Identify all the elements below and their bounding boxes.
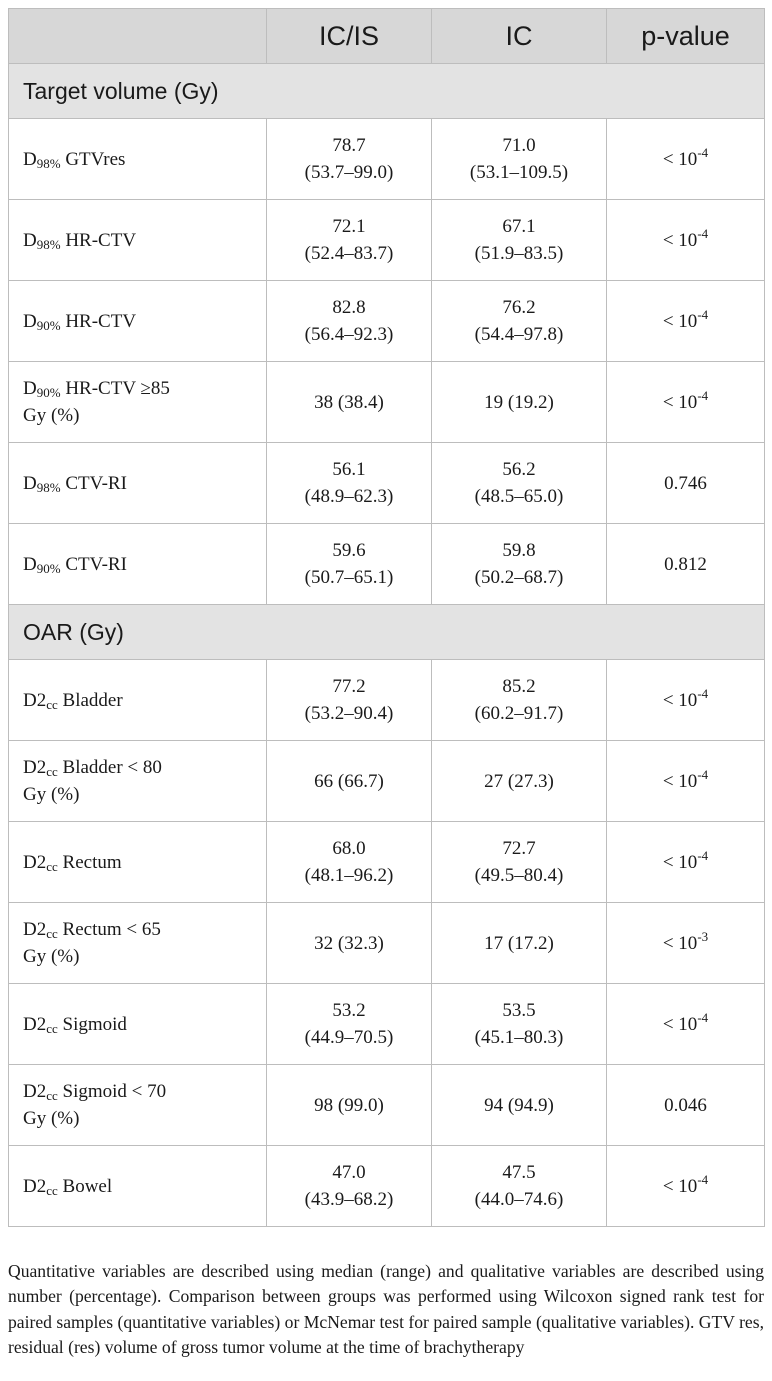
ic-is-median: 77.2 <box>332 676 366 697</box>
ic-range: (53.1–109.5) <box>469 162 569 183</box>
table-row <box>9 903 765 984</box>
ic-median: 85.2 <box>502 676 536 697</box>
ic-is-median: 78.7 <box>332 135 366 156</box>
row-label <box>9 281 267 362</box>
ic-value <box>432 903 607 984</box>
row-label <box>9 362 267 443</box>
label-prefix: D2 <box>23 919 47 940</box>
ic-median: 56.2 <box>502 459 536 480</box>
ic-is-median: 98 (99.0) <box>314 1094 384 1116</box>
table-row <box>9 200 765 281</box>
row-label-line <box>23 687 258 714</box>
label-line-2: Gy (%) <box>23 1108 80 1129</box>
label-suffix: Bowel <box>57 1175 113 1197</box>
row-label-line <box>23 308 258 335</box>
ic-median: 67.1 <box>502 216 536 237</box>
ic-is-range: (50.7–65.1) <box>304 567 394 588</box>
label-subscript: cc <box>46 1020 58 1036</box>
ic-median: 47.5 <box>502 1162 536 1183</box>
p-value-exponent: -4 <box>697 144 709 160</box>
p-value-base: 0.746 <box>664 472 707 494</box>
row-label-line <box>23 1173 258 1200</box>
label-prefix: D <box>23 229 37 251</box>
label-subscript: 90% <box>36 385 61 400</box>
table-body <box>9 64 765 1227</box>
label-suffix: HR-CTV ≥85 <box>60 378 170 399</box>
ic-value <box>432 119 607 200</box>
p-value-exponent: -4 <box>697 1171 709 1187</box>
row-label <box>9 200 267 281</box>
label-line-2: Gy (%) <box>23 946 80 967</box>
p-value <box>607 362 765 443</box>
p-value-base: < 10 <box>662 770 698 792</box>
section-title: Target volume (Gy) <box>9 64 765 119</box>
p-value-base: < 10 <box>662 689 698 711</box>
label-suffix: Rectum <box>57 851 122 873</box>
p-value-base: 0.046 <box>664 1094 707 1116</box>
label-prefix: D2 <box>23 851 47 873</box>
table-row <box>9 524 765 605</box>
row-label-line <box>23 470 258 497</box>
label-subscript: cc <box>46 696 58 712</box>
row-label <box>9 1065 267 1146</box>
p-value <box>607 903 765 984</box>
table-row <box>9 443 765 524</box>
label-prefix: D <box>23 310 37 332</box>
row-label-line <box>23 1011 258 1038</box>
ic-is-value <box>267 524 432 605</box>
row-label-line <box>23 551 258 578</box>
label-line-2: Gy (%) <box>23 784 80 805</box>
row-label-line <box>23 146 258 173</box>
p-value <box>607 443 765 524</box>
p-value <box>607 281 765 362</box>
ic-median: 53.5 <box>502 1000 536 1021</box>
row-label-line <box>23 849 258 876</box>
p-value-base: < 10 <box>662 229 698 251</box>
label-suffix: Sigmoid < 70 <box>57 1081 167 1102</box>
p-value-base: < 10 <box>662 148 698 170</box>
ic-is-value <box>267 741 432 822</box>
ic-is-value <box>267 281 432 362</box>
row-label <box>9 660 267 741</box>
ic-is-value <box>267 443 432 524</box>
p-value-exponent: -3 <box>697 928 709 944</box>
table-row <box>9 119 765 200</box>
p-value-base: < 10 <box>662 932 698 954</box>
p-value <box>607 119 765 200</box>
p-value-exponent: -4 <box>697 1009 709 1025</box>
label-subscript: cc <box>46 858 58 874</box>
header-ic: IC <box>432 9 607 64</box>
ic-value <box>432 741 607 822</box>
ic-value <box>432 1146 607 1227</box>
label-suffix: Sigmoid <box>57 1013 127 1035</box>
p-value-base: 0.812 <box>664 553 707 575</box>
ic-median: 72.7 <box>502 838 536 859</box>
ic-median: 76.2 <box>502 297 536 318</box>
p-value-exponent: -4 <box>697 306 709 322</box>
section-title: OAR (Gy) <box>9 605 765 660</box>
label-prefix: D <box>23 148 37 170</box>
p-value-base: < 10 <box>662 391 698 413</box>
ic-is-median: 59.6 <box>332 540 366 561</box>
header-row <box>9 9 765 64</box>
row-label-line <box>23 1078 258 1105</box>
ic-value <box>432 660 607 741</box>
ic-median: 17 (17.2) <box>484 932 554 954</box>
label-subscript: 98% <box>36 155 61 171</box>
label-subscript: cc <box>46 764 58 779</box>
ic-is-range: (56.4–92.3) <box>304 324 394 345</box>
header-parameter <box>9 9 267 64</box>
label-suffix: Rectum < 65 <box>57 919 161 940</box>
row-label <box>9 443 267 524</box>
label-line-2: Gy (%) <box>23 405 80 426</box>
row-label <box>9 119 267 200</box>
ic-is-range: (48.1–96.2) <box>304 865 394 886</box>
p-value-exponent: -4 <box>697 766 709 782</box>
ic-median: 94 (94.9) <box>484 1094 554 1116</box>
ic-value <box>432 524 607 605</box>
label-suffix: Bladder < 80 <box>57 757 162 778</box>
table-row <box>9 1146 765 1227</box>
row-label-line <box>23 916 258 943</box>
label-subscript: 90% <box>36 560 61 576</box>
table-row <box>9 984 765 1065</box>
ic-is-value <box>267 119 432 200</box>
header-ic-is: IC/IS <box>267 9 432 64</box>
ic-is-value <box>267 362 432 443</box>
ic-median: 71.0 <box>502 135 536 156</box>
row-label-line <box>23 375 258 402</box>
label-suffix: Bladder <box>57 689 123 711</box>
ic-is-value <box>267 903 432 984</box>
ic-is-median: 38 (38.4) <box>314 391 384 413</box>
ic-range: (45.1–80.3) <box>474 1027 564 1048</box>
label-suffix: CTV-RI <box>60 553 127 575</box>
table-footnote: Quantitative variables are described using median (range) and qualitative variables are described using number (percentage). Comparison between groups was performed using Wilcoxon signed rank test for paired samples (quantitative variables) or McNemar test for paired sample (qualitative variables). GTV res, residual (res) volume of gross tumor volume at the time of brachytherapy <box>8 1260 764 1358</box>
ic-median: 59.8 <box>502 540 536 561</box>
label-prefix: D2 <box>23 1175 47 1197</box>
table-row <box>9 741 765 822</box>
label-suffix: HR-CTV <box>60 229 137 251</box>
ic-is-range: (52.4–83.7) <box>304 243 394 264</box>
row-label <box>9 1146 267 1227</box>
ic-is-median: 32 (32.3) <box>314 932 384 954</box>
p-value <box>607 822 765 903</box>
ic-median: 27 (27.3) <box>484 770 554 792</box>
ic-is-median: 68.0 <box>332 838 366 859</box>
label-prefix: D2 <box>23 1013 47 1035</box>
p-value <box>607 1065 765 1146</box>
ic-value <box>432 1065 607 1146</box>
ic-median: 19 (19.2) <box>484 391 554 413</box>
ic-is-range: (53.7–99.0) <box>304 162 394 183</box>
ic-value <box>432 443 607 524</box>
label-prefix: D <box>23 472 37 494</box>
label-subscript: 90% <box>36 317 61 333</box>
ic-range: (60.2–91.7) <box>474 703 564 724</box>
section-header-row <box>9 64 765 119</box>
table-row <box>9 281 765 362</box>
ic-is-value <box>267 984 432 1065</box>
row-label <box>9 984 267 1065</box>
ic-is-value <box>267 822 432 903</box>
label-prefix: D2 <box>23 689 47 711</box>
ic-range: (44.0–74.6) <box>474 1189 564 1210</box>
label-subscript: 98% <box>36 479 61 495</box>
label-subscript: cc <box>46 1182 58 1198</box>
dose-comparison-table <box>8 8 765 1227</box>
label-subscript: 98% <box>36 236 61 252</box>
ic-is-median: 72.1 <box>332 216 366 237</box>
label-suffix: CTV-RI <box>60 472 127 494</box>
ic-is-median: 53.2 <box>332 1000 366 1021</box>
p-value <box>607 984 765 1065</box>
row-label <box>9 822 267 903</box>
row-label <box>9 903 267 984</box>
ic-is-median: 47.0 <box>332 1162 366 1183</box>
table-row <box>9 1065 765 1146</box>
ic-is-value <box>267 1146 432 1227</box>
p-value <box>607 660 765 741</box>
p-value <box>607 1146 765 1227</box>
p-value-base: < 10 <box>662 1013 698 1035</box>
section-header-row <box>9 605 765 660</box>
row-label-line <box>23 754 258 781</box>
label-subscript: cc <box>46 926 58 941</box>
table-row <box>9 660 765 741</box>
ic-is-value <box>267 1065 432 1146</box>
row-label-line <box>23 227 258 254</box>
p-value <box>607 200 765 281</box>
p-value-exponent: -4 <box>697 685 709 701</box>
p-value <box>607 741 765 822</box>
ic-is-range: (43.9–68.2) <box>304 1189 394 1210</box>
label-prefix: D2 <box>23 757 47 778</box>
table-header <box>9 9 765 64</box>
label-prefix: D <box>23 553 37 575</box>
p-value-base: < 10 <box>662 310 698 332</box>
row-label <box>9 741 267 822</box>
p-value <box>607 524 765 605</box>
p-value-exponent: -4 <box>697 387 709 403</box>
p-value-exponent: -4 <box>697 847 709 863</box>
ic-is-median: 82.8 <box>332 297 366 318</box>
ic-range: (48.5–65.0) <box>474 486 564 507</box>
ic-value <box>432 984 607 1065</box>
ic-is-range: (44.9–70.5) <box>304 1027 394 1048</box>
p-value-base: < 10 <box>662 1175 698 1197</box>
ic-is-range: (48.9–62.3) <box>304 486 394 507</box>
ic-is-median: 66 (66.7) <box>314 770 384 792</box>
ic-range: (49.5–80.4) <box>474 865 564 886</box>
ic-value <box>432 200 607 281</box>
table-row <box>9 362 765 443</box>
ic-is-range: (53.2–90.4) <box>304 703 394 724</box>
ic-is-median: 56.1 <box>332 459 366 480</box>
row-label <box>9 524 267 605</box>
ic-is-value <box>267 660 432 741</box>
label-suffix: GTVres <box>60 148 126 170</box>
label-prefix: D <box>23 378 37 399</box>
header-p-value: p-value <box>607 9 765 64</box>
p-value-base: < 10 <box>662 851 698 873</box>
ic-value <box>432 822 607 903</box>
table-row <box>9 822 765 903</box>
label-prefix: D2 <box>23 1081 47 1102</box>
ic-value <box>432 362 607 443</box>
p-value-exponent: -4 <box>697 225 709 241</box>
ic-range: (54.4–97.8) <box>474 324 564 345</box>
label-suffix: HR-CTV <box>60 310 137 332</box>
ic-value <box>432 281 607 362</box>
ic-range: (50.2–68.7) <box>474 567 564 588</box>
ic-range: (51.9–83.5) <box>474 243 564 264</box>
label-subscript: cc <box>46 1088 58 1103</box>
ic-is-value <box>267 200 432 281</box>
